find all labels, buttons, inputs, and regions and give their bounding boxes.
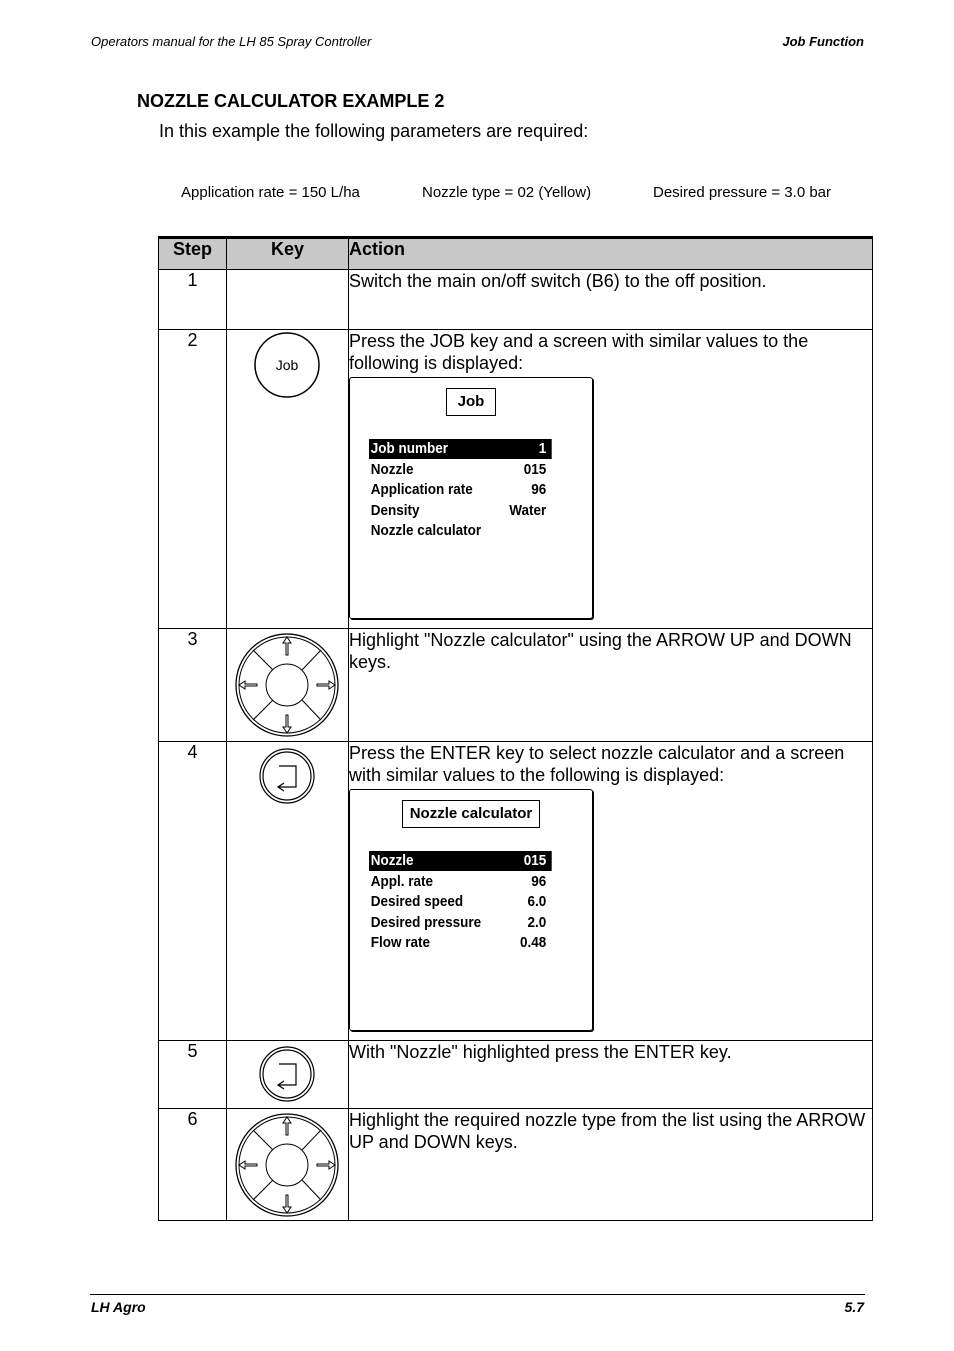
intro-text: In this example the following parameters are required: <box>159 121 589 141</box>
screen-row-label: Nozzle calculator <box>370 522 482 539</box>
step-number: 5 <box>159 1041 227 1109</box>
screen-row-label: Flow rate <box>370 934 431 951</box>
param-desired-pressure: Desired pressure = 3.0 bar <box>653 184 832 201</box>
table-row <box>159 1041 873 1109</box>
action-cell <box>349 330 873 629</box>
job-key-label: Job <box>275 357 299 373</box>
step-number: 6 <box>159 1109 227 1221</box>
screen-row-value: 6.0 <box>527 893 547 910</box>
header-right: Job Function <box>782 34 864 49</box>
screen-row <box>369 521 552 541</box>
screen-row-label: Nozzle <box>370 852 414 869</box>
screen-row-label: Job number <box>370 440 449 457</box>
screen-row <box>369 851 552 871</box>
table-row <box>159 742 873 1041</box>
screen-row <box>369 933 552 953</box>
col-header-key: Key <box>227 238 349 270</box>
action-cell <box>349 742 873 1041</box>
step-number: 3 <box>159 629 227 742</box>
table-header-row <box>159 238 873 270</box>
step-number: 4 <box>159 742 227 1041</box>
screen-title: Nozzle calculator <box>402 800 540 828</box>
table-row <box>159 270 873 330</box>
key-cell <box>227 629 349 742</box>
col-header-step: Step <box>159 238 227 270</box>
screen-row <box>369 460 552 480</box>
screen-row-value: Water <box>509 502 547 519</box>
page-number: 5.7 <box>844 1299 864 1315</box>
arrow-keypad-icon <box>227 1109 348 1221</box>
screen-row <box>369 439 552 459</box>
screen-row-value: 96 <box>531 873 547 890</box>
action-text: Press the JOB key and a screen with similar values to the following is displayed: <box>349 331 809 373</box>
job-key-icon <box>227 330 348 410</box>
steps-table <box>158 236 873 1221</box>
table-row <box>159 1109 873 1221</box>
key-cell <box>227 742 349 1041</box>
action-text: Press the ENTER key to select nozzle calculator and a screen with similar values to the following is displayed: <box>349 743 845 785</box>
action-text: Switch the main on/off switch (B6) to the off position. <box>349 270 873 330</box>
screen-row-value: 96 <box>531 481 547 498</box>
screen-row-value: 015 <box>523 461 547 478</box>
job-screen <box>349 377 593 619</box>
arrow-keypad-icon <box>227 629 348 741</box>
screen-row-value: 1 <box>538 440 547 457</box>
screen-row-label: Desired speed <box>370 893 464 910</box>
table-row <box>159 330 873 629</box>
screen-row <box>369 872 552 892</box>
screen-row-value: 2.0 <box>527 914 547 931</box>
step-number: 1 <box>159 270 227 330</box>
key-cell <box>227 330 349 629</box>
col-header-action: Action <box>349 238 873 270</box>
action-text: Highlight "Nozzle calculator" using the ARROW UP and DOWN keys. <box>349 629 873 742</box>
step-number: 2 <box>159 330 227 629</box>
header-left: Operators manual for the LH 85 Spray Controller <box>91 34 372 49</box>
screen-row <box>369 480 552 500</box>
screen-row <box>369 892 552 912</box>
key-cell <box>227 270 349 330</box>
nozzle-calculator-screen <box>349 789 593 1031</box>
screen-row-label: Nozzle <box>370 461 414 478</box>
screen-row-label: Density <box>370 502 420 519</box>
key-cell <box>227 1109 349 1221</box>
key-cell <box>227 1041 349 1109</box>
action-text: With "Nozzle" highlighted press the ENTER key. <box>349 1041 873 1109</box>
table-row <box>159 629 873 742</box>
enter-key-icon <box>227 742 348 812</box>
screen-row-label: Desired pressure <box>370 914 482 931</box>
screen-row <box>369 501 552 521</box>
screen-row-label: Application rate <box>370 481 473 498</box>
section-title: NOZZLE CALCULATOR EXAMPLE 2 <box>137 91 445 111</box>
screen-row-value: 015 <box>523 852 547 869</box>
screen-row-value: 0.48 <box>520 934 547 951</box>
enter-key-icon <box>227 1041 348 1107</box>
screen-row-label: Appl. rate <box>370 873 434 890</box>
param-application-rate: Application rate = 150 L/ha <box>181 184 360 201</box>
action-text: Highlight the required nozzle type from the list using the ARROW UP and DOWN keys. <box>349 1109 873 1221</box>
footer-left: LH Agro <box>91 1299 146 1315</box>
screen-row <box>369 913 552 933</box>
param-nozzle-type: Nozzle type = 02 (Yellow) <box>422 184 592 201</box>
screen-title: Job <box>446 388 496 416</box>
footer-divider <box>90 1294 865 1295</box>
